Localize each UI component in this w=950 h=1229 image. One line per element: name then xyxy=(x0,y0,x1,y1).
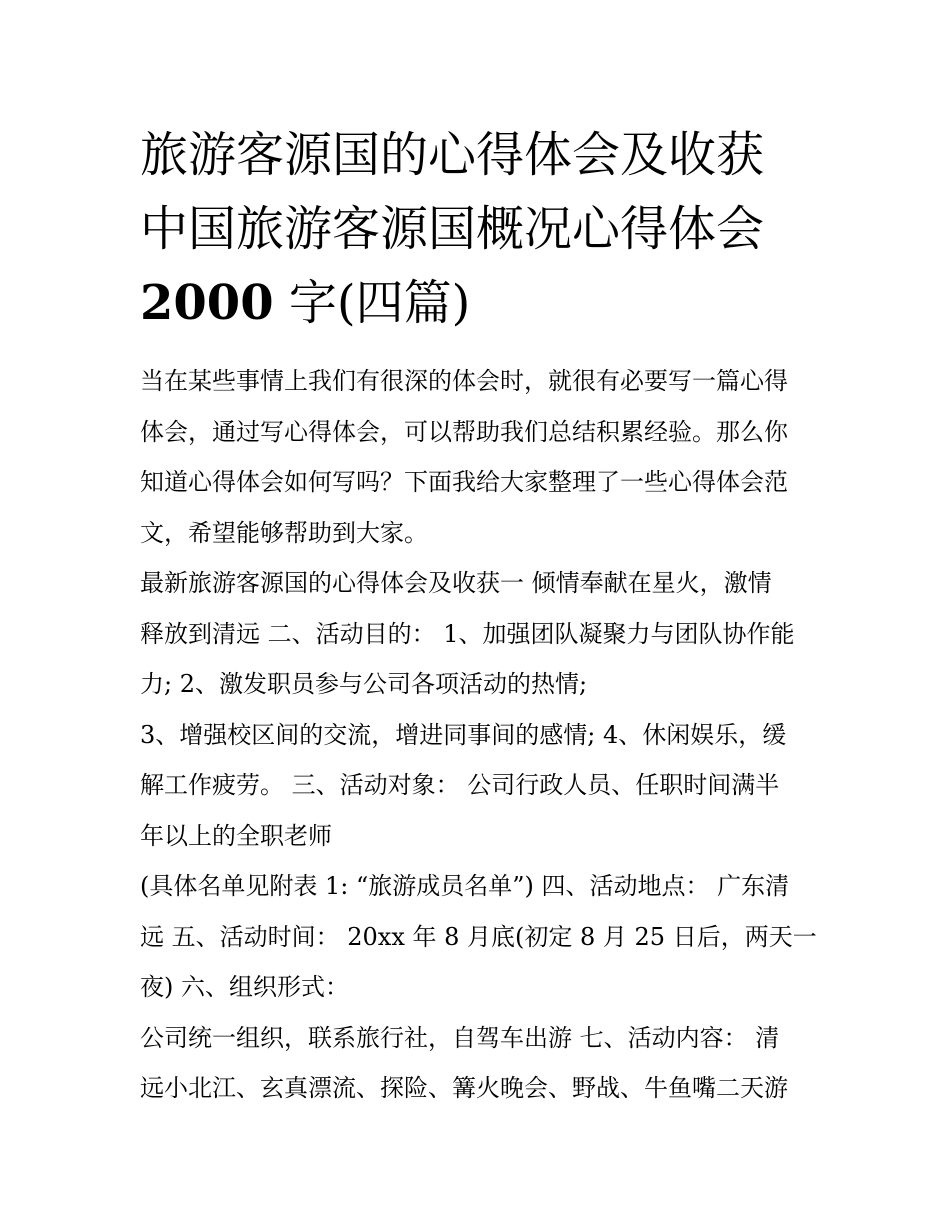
body-line: 当在某些事情上我们有很深的体会时，就很有必要写一篇心得 xyxy=(140,367,788,395)
body-line: 释放到清远 二、活动目的： 1、加强团队凝聚力与团队协作能 xyxy=(140,619,795,648)
body-line: 3、增强校区间的交流，增进同事间的感情; 4、休闲娱乐，缓 xyxy=(140,720,787,749)
body-line: 知道心得体会如何写吗？下面我给大家整理了一些心得体会范 xyxy=(140,468,788,496)
body-line: (具体名单见附表 1: “旅游成员名单”) 四、活动地点： 广东清 xyxy=(140,872,790,900)
title-suffix: 字(四篇) xyxy=(273,275,471,331)
document-body xyxy=(140,356,820,1114)
title-line-3 xyxy=(140,266,820,340)
body-line: 夜) 六、组织形式： xyxy=(140,973,349,1001)
title-line-2: 中国旅游客源国概况心得体会 xyxy=(140,201,765,257)
title-line-1: 旅游客源国的心得体会及收获 xyxy=(140,127,765,183)
body-line: 最新旅游客源国的心得体会及收获一 倾情奉献在星火，激情 xyxy=(140,569,772,597)
body-line: 文，希望能够帮助到大家。 xyxy=(140,518,428,547)
body-line: 远小北江、玄真漂流、探险、篝火晚会、野战、牛鱼嘴二天游 xyxy=(140,1074,788,1102)
body-line: 体会，通过写心得体会，可以帮助我们总结积累经验。那么你 xyxy=(140,417,788,446)
document-title xyxy=(140,118,820,340)
body-line: 力; 2、激发职员参与公司各项活动的热情; xyxy=(140,670,588,698)
body-line: 年以上的全职老师 xyxy=(140,821,332,850)
body-line: 解工作疲劳。 三、活动对象： 公司行政人员、任职时间满半 xyxy=(140,771,780,799)
body-line: 远 五、活动时间： 20xx 年 8 月底(初定 8 月 25 日后，两天一 xyxy=(140,922,817,951)
title-word-count: 2000 xyxy=(140,275,274,331)
body-line: 公司统一组织，联系旅行社，自驾车出游 七、活动内容： 清 xyxy=(140,1023,780,1052)
